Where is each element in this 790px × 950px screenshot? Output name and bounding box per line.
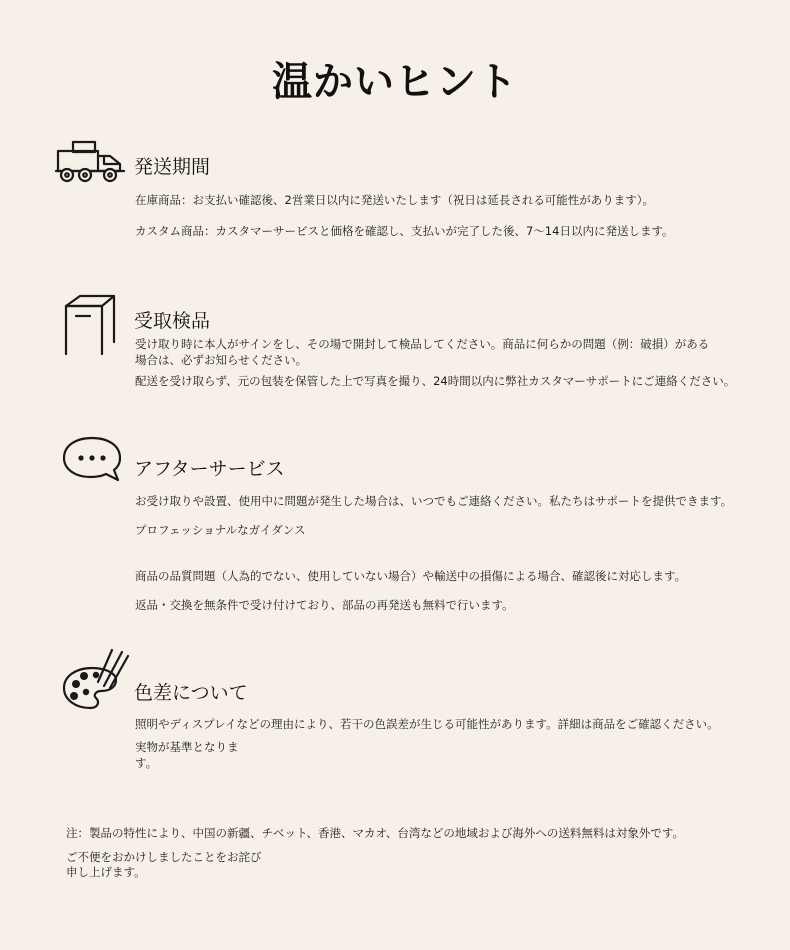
- inspection-heading: 受取検品: [134, 310, 211, 332]
- after-service-line-2: プロフェッショナルなガイダンス: [135, 523, 306, 537]
- note-line-2: ご不便をおかけしましたことをお詫び: [66, 850, 262, 864]
- shipping-line-1: 在庫商品：お支払い確認後、2営業日以内に発送いたします（祝日は延長される可能性があります）。: [135, 193, 655, 207]
- after-service-heading: アフターサービス: [134, 458, 285, 480]
- box-icon: [60, 292, 122, 362]
- palette-icon: [58, 646, 134, 712]
- note-line-3: 申し上げます。: [66, 865, 146, 879]
- truck-icon: [54, 138, 132, 184]
- page-title: 温かいヒント: [272, 59, 518, 105]
- after-service-line-1: お受け取りや設置、使用中に問題が発生した場合は、いつでもご連絡ください。私たちはサポートを提供できます。: [135, 494, 733, 508]
- note-line-1: 注：製品の特性により、中国の新疆、チベット、香港、マカオ、台湾などの地域および海外への送料無料は対象外です。: [66, 826, 685, 840]
- shipping-line-2: カスタム商品：カスタマーサービスと価格を確認し、支払いが完了した後、7〜14日以内に発送します。: [135, 224, 674, 238]
- inspection-line-1: 受け取り時に本人がサインをし、その場で開封して検品してください。商品に何らかの問題（例：破損）がある: [135, 337, 710, 351]
- after-service-line-4: 返品・交換を無条件で受け付けており、部品の再発送も無料で行います。: [135, 598, 514, 612]
- color-diff-line-1: 照明やディスプレイなどの理由により、若干の色誤差が生じる可能性があります。詳細は商品をご確認ください。: [135, 717, 719, 731]
- inspection-line-3: 配送を受け取らず、元の包装を保管した上で写真を撮り、24時間以内に弊社カスタマーサポートにご連絡ください。: [135, 374, 736, 388]
- color-diff-line-3: す。: [135, 756, 158, 770]
- color-diff-line-2: 実物が基準となりま: [135, 740, 239, 754]
- shipping-heading: 発送期間: [134, 156, 211, 178]
- color-diff-heading: 色差について: [134, 682, 248, 704]
- inspection-line-2: 場合は、必ずお知らせください。: [135, 353, 308, 367]
- chat-bubble-icon: [60, 434, 124, 486]
- after-service-line-3: 商品の品質問題（人為的でない、使用していない場合）や輸送中の損傷による場合、確認後に対応します。: [135, 569, 687, 583]
